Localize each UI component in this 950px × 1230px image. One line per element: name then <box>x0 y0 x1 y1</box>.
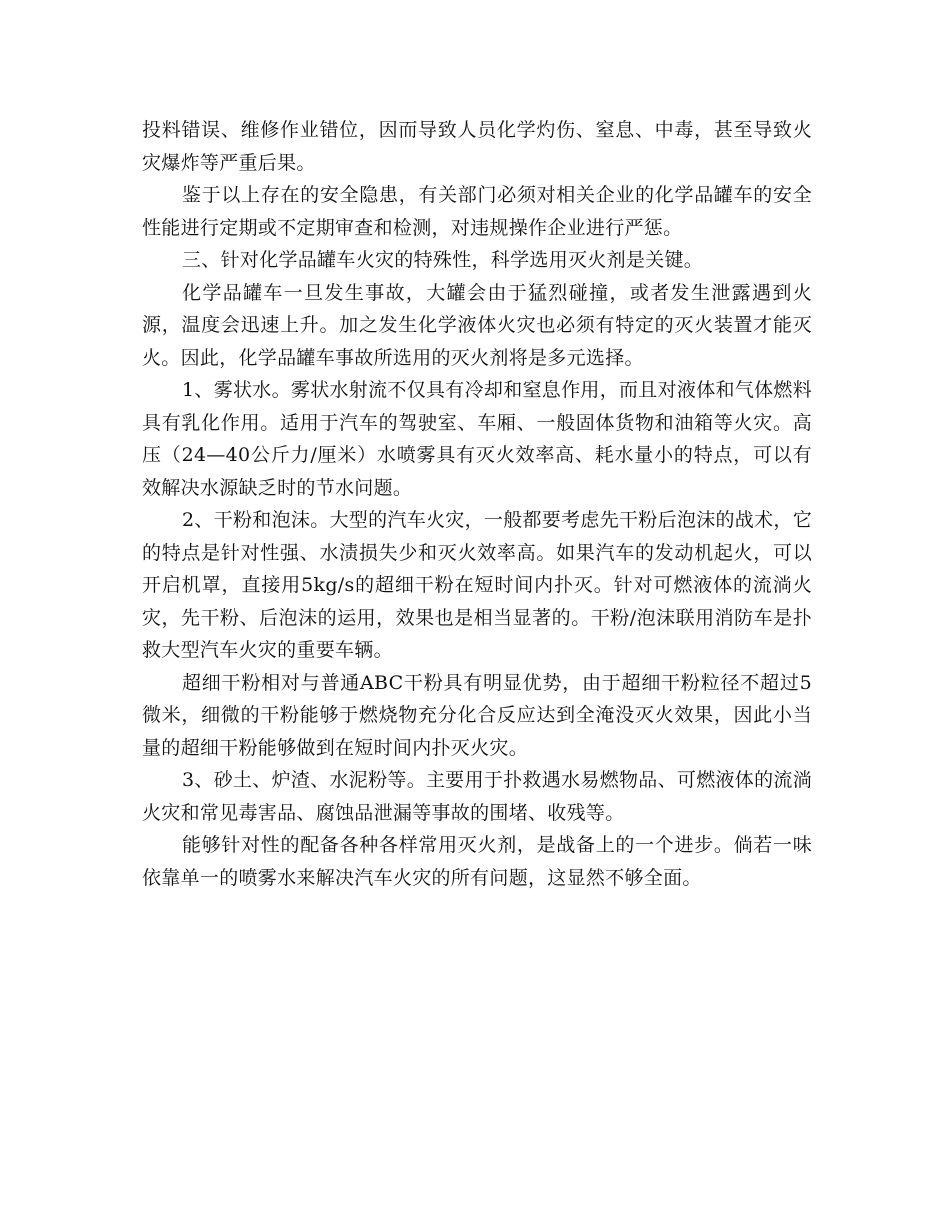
paragraph-6: 2、干粉和泡沫。大型的汽车火灾，一般都要考虑先干粉后泡沫的战术，它的特点是针对性强、水渍损失少和灭火效率高。如果汽车的发动机起火，可以开启机罩，直接用5kg/s的超细干粉在短时间内扑灭。针对可燃液体的流淌火灾，先干粉、后泡沫的运用，效果也是相当显著的。干粉/泡沫联用消防车是扑救大型汽车火灾的重要车辆。 <box>142 509 812 661</box>
paragraph-4: 化学品罐车一旦发生事故，大罐会由于猛烈碰撞，或者发生泄露遇到火源，温度会迅速上升。加之发生化学液体火灾也必须有特定的灭火装置才能灭火。因此，化学品罐车事故所选用的灭火剂将是多元选择。 <box>142 281 812 369</box>
paragraph-9: 能够针对性的配备各种各样常用灭火剂，是战备上的一个进步。倘若一味依靠单一的喷雾水来解决汽车火灾的所有问题，这显然不够全面。 <box>142 834 812 889</box>
paragraph-8: 3、砂土、炉渣、水泥粉等。主要用于扑救遇水易燃物品、可燃液体的流淌火灾和常见毒害品、腐蚀品泄漏等事故的围堵、收残等。 <box>142 769 812 824</box>
paragraph-1: 投料错误、维修作业错位，因而导致人员化学灼伤、窒息、中毒，甚至导致火灾爆炸等严重后果。 <box>142 119 812 174</box>
paragraph-2: 鉴于以上存在的安全隐患，有关部门必须对相关企业的化学品罐车的安全性能进行定期或不定期审查和检测，对违规操作企业进行严惩。 <box>142 184 812 239</box>
paragraph-7: 超细干粉相对与普通ABC干粉具有明显优势，由于超细干粉粒径不超过5微米，细微的干粉能够于燃烧物充分化合反应达到全淹没灭火效果，因此小当量的超细干粉能够做到在短时间内扑灭火灾。 <box>142 671 812 759</box>
section-heading: 三、针对化学品罐车火灾的特殊性，科学选用灭火剂是关键。 <box>182 249 704 271</box>
document-body <box>142 114 812 894</box>
paragraph-5: 1、雾状水。雾状水射流不仅具有冷却和窒息作用，而且对液体和气体燃料具有乳化作用。适用于汽车的驾驶室、车厢、一般固体货物和油箱等火灾。高压（24—40公斤力/厘米）水喷雾具有灭火效率高、耗水量小的特点，可以有效解决水源缺乏时的节水问题。 <box>142 379 812 499</box>
